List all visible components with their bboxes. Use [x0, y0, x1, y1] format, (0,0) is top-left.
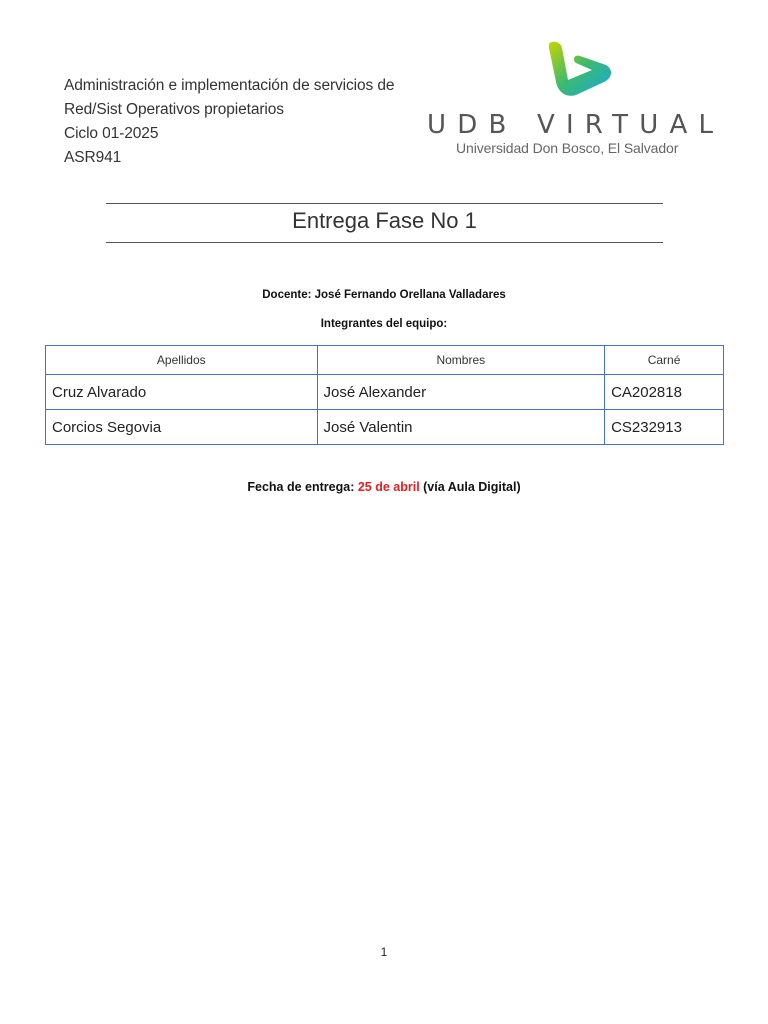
header-nombres: Nombres — [317, 346, 605, 375]
course-name-line-1: Administración e implementación de servicios de — [64, 77, 395, 94]
title-rule-bottom — [106, 242, 663, 243]
delivery-date: 25 de abril — [357, 480, 420, 494]
course-info — [64, 74, 394, 170]
cell-carne: CS232913 — [605, 410, 724, 445]
udb-logo-icon — [546, 38, 616, 100]
table-header-row — [46, 346, 724, 375]
cell-carne: CA202818 — [605, 375, 724, 410]
delivery-label: Fecha de entrega: — [247, 480, 358, 494]
team-heading: Integrantes del equipo: — [320, 318, 448, 330]
cell-apellidos: Corcios Segovia — [46, 410, 318, 445]
course-name-line-2: Red/Sist Operativos propietarios — [64, 101, 284, 118]
delivery-suffix: (vía Aula Digital) — [419, 480, 521, 494]
table-row — [46, 410, 724, 445]
logo-wordmark: UDB VIRTUAL — [427, 110, 725, 140]
title-rule-top — [106, 203, 663, 204]
course-code: ASR941 — [64, 149, 122, 166]
team-members-table — [45, 345, 724, 445]
cell-nombres: José Valentin — [317, 410, 605, 445]
course-cycle: Ciclo 01-2025 — [64, 125, 159, 142]
teacher-line: Docente: José Fernando Orellana Valladares — [262, 289, 506, 301]
document-title: Entrega Fase No 1 — [292, 208, 477, 233]
cell-nombres: José Alexander — [317, 375, 605, 410]
page-number: 1 — [380, 945, 388, 959]
delivery-line — [0, 480, 768, 494]
logo-subtitle: Universidad Don Bosco, El Salvador — [456, 140, 679, 156]
table-row — [46, 375, 724, 410]
cell-apellidos: Cruz Alvarado — [46, 375, 318, 410]
header-apellidos: Apellidos — [46, 346, 318, 375]
header-carne: Carné — [605, 346, 724, 375]
